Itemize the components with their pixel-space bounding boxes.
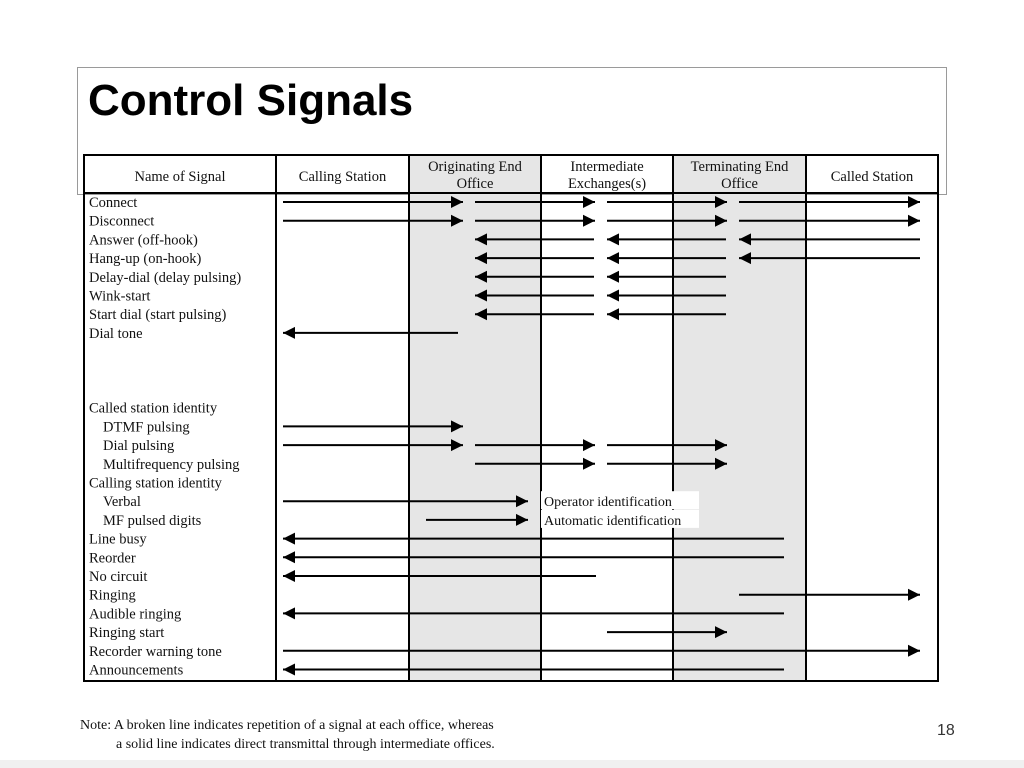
column-header: Intermediate Exchanges(s): [567, 159, 647, 192]
signal-label: Answer (off-hook): [89, 232, 198, 249]
signal-label: Wink-start: [89, 288, 151, 305]
signal-arrow: [283, 645, 920, 657]
shaded-column: [409, 155, 541, 681]
signal-label: Line busy: [89, 531, 147, 548]
signal-label: MF pulsed digits: [103, 512, 202, 529]
signal-label: Dial tone: [89, 325, 143, 342]
signal-label: Delay-dial (delay pulsing): [89, 269, 242, 286]
signal-label: Disconnect: [89, 213, 155, 230]
signal-arrows: [283, 196, 920, 676]
signal-label: Audible ringing: [89, 606, 182, 623]
footnote-line-2: a solid line indicates direct transmittal through intermediate offices.: [116, 737, 495, 752]
signal-label: Ringing: [89, 587, 136, 604]
signal-label: Multifrequency pulsing: [103, 456, 240, 473]
page-number: 18: [937, 722, 955, 739]
signal-label: Announcements: [89, 662, 184, 679]
bottom-bar: [0, 760, 1024, 768]
signal-label: Dial pulsing: [103, 438, 175, 455]
signal-label: Called station identity: [89, 400, 218, 417]
signal-label: Calling station identity: [89, 475, 222, 492]
shaded-column: [673, 155, 806, 681]
column-header: Called Station: [830, 169, 914, 185]
column-header: Calling Station: [298, 169, 387, 185]
signal-label: Verbal: [103, 494, 141, 511]
slide-title: Control Signals: [88, 76, 414, 125]
identification-note: Automatic identification: [544, 513, 682, 529]
signal-label: Hang-up (on-hook): [89, 251, 202, 268]
identification-notes: [541, 491, 699, 529]
signal-label: Start dial (start pulsing): [89, 307, 227, 324]
signal-label: DTMF pulsing: [103, 419, 190, 436]
signal-label: Recorder warning tone: [89, 643, 222, 660]
footnote-line-1: Note: A broken line indicates repetition of a signal at each office, whereas: [80, 718, 494, 733]
signal-label: Connect: [89, 195, 138, 211]
signal-labels: [89, 195, 241, 679]
shaded-columns: [409, 155, 806, 681]
signal-label: Reorder: [89, 550, 136, 567]
signal-label: Ringing start: [89, 625, 165, 642]
signal-label: No circuit: [89, 569, 148, 585]
column-header: Originating End Office: [428, 159, 522, 192]
column-header: Terminating End Office: [690, 159, 789, 192]
footnote: [80, 716, 495, 754]
identification-note: Operator identification: [544, 495, 672, 511]
column-header: Name of Signal: [134, 169, 226, 185]
